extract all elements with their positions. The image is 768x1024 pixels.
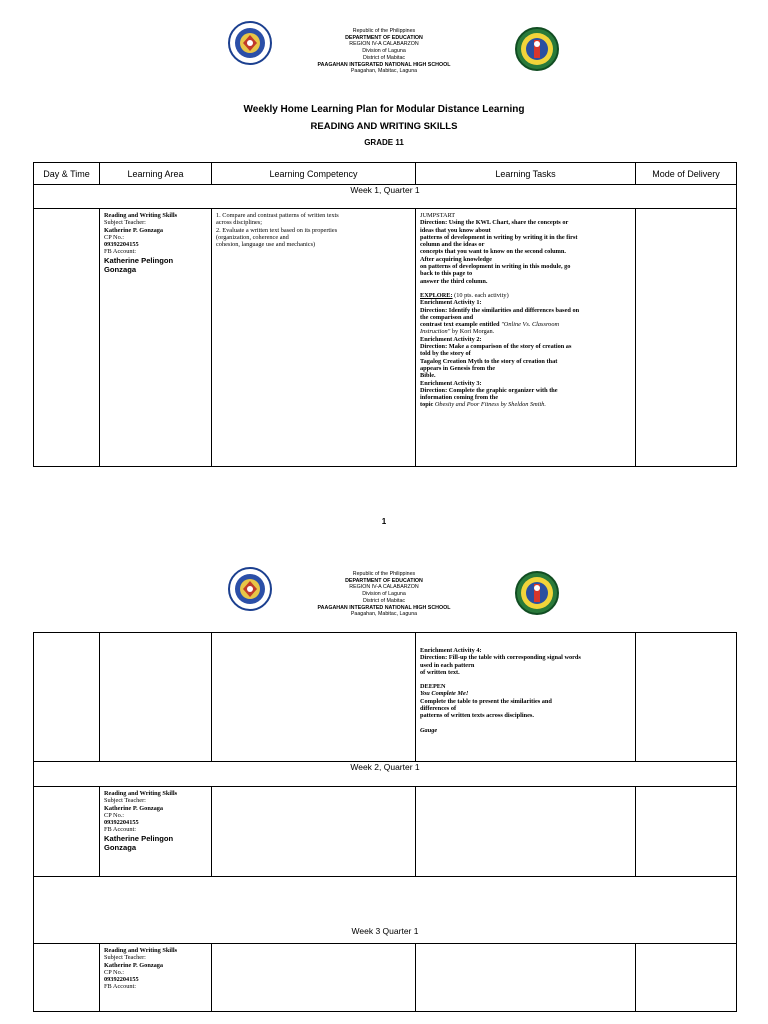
page-header bbox=[0, 571, 768, 618]
competency-line: 2. Evaluate a written text based on its properties bbox=[216, 226, 338, 234]
learning-tasks-cell bbox=[416, 787, 636, 877]
enrichment-label: Enrichment Activity 4: bbox=[420, 647, 482, 654]
task-line: patterns of development in writing by writing it in the first bbox=[420, 233, 578, 241]
deepen-heading: DEEPEN bbox=[420, 683, 446, 691]
fb-label: FB Account: bbox=[104, 826, 137, 834]
header-line: PAAGAHAN INTEGRATED NATIONAL HIGH SCHOOL bbox=[317, 61, 451, 68]
teacher-label: Subject Teacher: bbox=[104, 219, 146, 227]
col-header-mode-of-delivery: Mode of Delivery bbox=[636, 163, 737, 185]
fb-account-name: Katherine Pelingon Gonzaga bbox=[104, 833, 174, 853]
enrichment-label: Enrichment Activity 2: bbox=[420, 335, 482, 343]
header-line: PAAGAHAN INTEGRATED NATIONAL HIGH SCHOOL bbox=[317, 604, 451, 611]
task-line: on patterns of development in writing in this module, go bbox=[420, 263, 571, 271]
learning-tasks-cell bbox=[416, 944, 636, 1012]
mode-of-delivery-cell bbox=[636, 944, 737, 1012]
cp-label: CP No.: bbox=[104, 968, 125, 976]
cp-label: CP No.: bbox=[104, 233, 125, 241]
header-line: DEPARTMENT OF EDUCATION bbox=[345, 577, 423, 584]
subject-name: Reading and Writing Skills bbox=[104, 947, 178, 954]
learning-plan-table bbox=[33, 162, 737, 467]
learning-area-cell bbox=[100, 787, 212, 877]
week-row-label: Week 2, Quarter 1 bbox=[34, 762, 737, 787]
mode-of-delivery-cell bbox=[636, 209, 737, 467]
enrichment-label: Enrichment Activity 3: bbox=[420, 379, 482, 387]
task-line: contrast text example entitled bbox=[420, 321, 500, 329]
competency-line: cohesion, language use and mechanics) bbox=[216, 241, 316, 249]
teacher-label: Subject Teacher: bbox=[104, 797, 146, 805]
header-line: REGION IV-A CALABARZON bbox=[349, 584, 419, 591]
page-number: 1 bbox=[381, 517, 387, 526]
task-line: ideas that you know about bbox=[420, 226, 491, 234]
task-line: Fill-up the table with corresponding signal words bbox=[448, 654, 581, 662]
learning-competency-cell bbox=[212, 633, 416, 762]
task-line: of written text. bbox=[420, 668, 460, 676]
learning-area-cell bbox=[100, 944, 212, 1012]
learning-area-cell bbox=[100, 209, 212, 467]
task-line: information coming from the bbox=[420, 394, 499, 402]
mode-of-delivery-cell bbox=[636, 633, 737, 762]
task-line: told by the story of bbox=[420, 350, 471, 358]
learning-tasks-cell bbox=[416, 633, 636, 762]
task-line: Complete the graphic organizer with the bbox=[448, 386, 558, 394]
task-line: answer the third column. bbox=[420, 277, 488, 285]
enrichment-label: Enrichment Activity 1: bbox=[420, 299, 482, 307]
col-header-learning-competency: Learning Competency bbox=[212, 163, 416, 185]
teacher-name: Katherine P. Gonzaga bbox=[104, 226, 164, 234]
task-line: After acquiring knowledge bbox=[420, 255, 492, 263]
header-line: Paagahan, Mabitac, Laguna bbox=[350, 611, 418, 618]
header-line: Republic of the Philippines bbox=[352, 571, 416, 577]
day-time-cell bbox=[34, 787, 100, 877]
deepen-title: You Complete Me! bbox=[420, 690, 469, 698]
learning-area-cell bbox=[100, 633, 212, 762]
day-time-cell bbox=[34, 633, 100, 762]
task-line: column and the ideas or bbox=[420, 241, 485, 249]
competency-line: 1. Compare and contrast patterns of written texts bbox=[216, 212, 339, 219]
reading-title: "Online Vs. Classroom bbox=[501, 321, 560, 329]
task-line: topic bbox=[420, 401, 434, 409]
learning-competency-cell bbox=[212, 209, 416, 467]
fb-account-name: Katherine Pelingon Gonzaga bbox=[104, 255, 174, 275]
direction-label: Direction: bbox=[420, 654, 448, 662]
teacher-name: Katherine P. Gonzaga bbox=[104, 804, 164, 812]
header-line: DEPARTMENT OF EDUCATION bbox=[345, 34, 423, 41]
col-header-learning-area: Learning Area bbox=[100, 163, 212, 185]
reading-author: by Kori Morgan. bbox=[451, 328, 495, 336]
learning-competency-cell bbox=[212, 944, 416, 1012]
cp-number: 09392204155 bbox=[104, 976, 139, 984]
cp-label: CP No.: bbox=[104, 811, 125, 819]
jumpstart-heading: JUMPSTART bbox=[420, 212, 456, 219]
task-line: Complete the table to present the similarities and bbox=[420, 697, 552, 705]
competency-line: (organization, coherence and bbox=[216, 233, 289, 241]
task-line: Using the KWL Chart, share the concepts or bbox=[448, 219, 569, 227]
task-line: Tagalog Creation Myth to the story of creation that bbox=[420, 357, 558, 365]
grade-title: GRADE 11 bbox=[364, 138, 404, 147]
direction-label: Direction: bbox=[420, 306, 448, 314]
cp-number: 09392204155 bbox=[104, 819, 139, 827]
teacher-label: Subject Teacher: bbox=[104, 954, 146, 962]
header-line: Division of Laguna bbox=[362, 48, 406, 55]
task-line: differences of bbox=[420, 705, 457, 713]
header-line: REGION IV-A CALABARZON bbox=[349, 41, 419, 48]
teacher-name: Katherine P. Gonzaga bbox=[104, 961, 164, 969]
task-line: patterns of written texts across disciplines. bbox=[420, 712, 534, 720]
header-line: Division of Laguna bbox=[362, 591, 406, 598]
direction-label: Direction: bbox=[420, 343, 448, 351]
learning-competency-cell bbox=[212, 787, 416, 877]
col-header-learning-tasks: Learning Tasks bbox=[416, 163, 636, 185]
task-line: Identify the similarities and differences based on bbox=[448, 306, 580, 314]
task-line: used in each pattern bbox=[420, 661, 475, 669]
day-time-cell bbox=[34, 209, 100, 467]
task-line: Bible. bbox=[420, 372, 436, 380]
document-title: Weekly Home Learning Plan for Modular Distance Learning bbox=[243, 104, 525, 115]
explore-heading: EXPLORE: bbox=[420, 291, 453, 299]
task-line: back to this page to bbox=[420, 270, 473, 278]
explore-points: (10 pts. each activity) bbox=[454, 291, 509, 299]
task-line: concepts that you want to know on the second column. bbox=[420, 248, 566, 256]
task-line: appears in Genesis from the bbox=[420, 364, 496, 372]
learning-plan-table-continued bbox=[33, 632, 737, 1012]
mode-of-delivery-cell bbox=[636, 787, 737, 877]
page-header bbox=[0, 28, 768, 75]
day-time-cell bbox=[34, 944, 100, 1012]
header-line: Republic of the Philippines bbox=[352, 28, 416, 34]
reading-title: Obesity and Poor Fitness by Sheldon Smith. bbox=[434, 401, 546, 409]
fb-label: FB Account: bbox=[104, 983, 137, 991]
header-line: District of Mabitac bbox=[362, 597, 406, 604]
competency-line: across disciplines; bbox=[216, 219, 262, 227]
reading-title: Instruction" bbox=[420, 328, 451, 336]
gauge-heading: Gauge bbox=[420, 726, 438, 734]
week-row-label: Week 1, Quarter 1 bbox=[34, 185, 737, 209]
fb-label: FB Account: bbox=[104, 248, 137, 256]
subject-name: Reading and Writing Skills bbox=[104, 790, 178, 797]
direction-label: Direction: bbox=[420, 219, 448, 227]
subject-title: READING AND WRITING SKILLS bbox=[310, 121, 458, 132]
header-line: Paagahan, Mabitac, Laguna bbox=[350, 68, 418, 75]
header-line: District of Mabitac bbox=[362, 54, 406, 61]
task-line: the comparison and bbox=[420, 313, 474, 321]
subject-name: Reading and Writing Skills bbox=[104, 212, 178, 219]
learning-tasks-cell bbox=[416, 209, 636, 467]
direction-label: Direction: bbox=[420, 386, 448, 394]
task-line: Make a comparison of the story of creation as bbox=[448, 343, 572, 351]
cp-number: 09392204155 bbox=[104, 241, 139, 249]
col-header-day-time: Day & Time bbox=[34, 163, 100, 185]
week-row-label: Week 3 Quarter 1 bbox=[34, 877, 737, 944]
